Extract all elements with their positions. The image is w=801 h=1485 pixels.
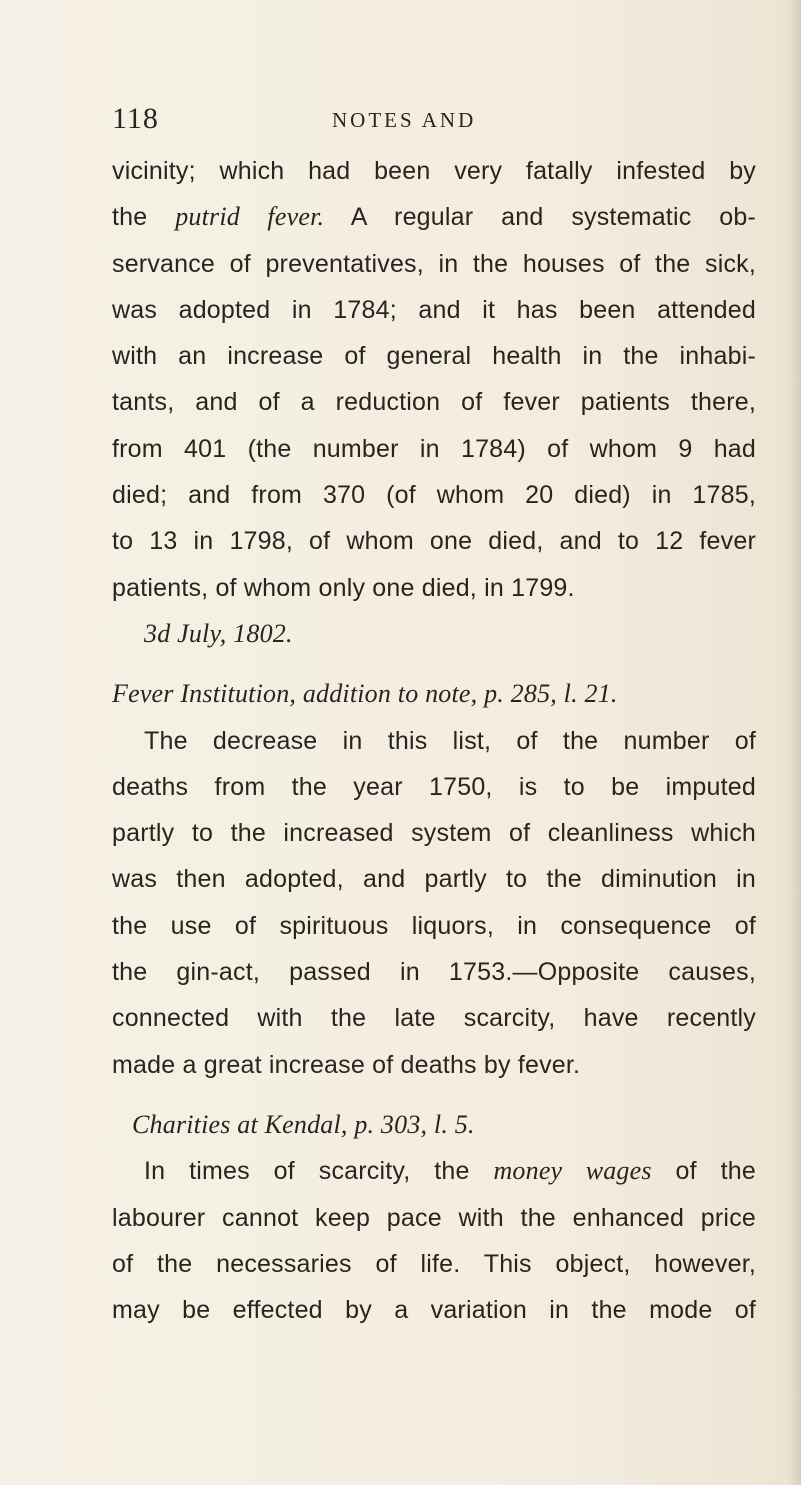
section-heading: Fever Institution, addition to note, p. 285, l. 21. bbox=[112, 679, 618, 709]
text-line: vicinity; which had been very fatally infested by bbox=[112, 157, 756, 185]
section-gap bbox=[112, 1088, 756, 1102]
running-head: NOTES AND bbox=[332, 108, 477, 132]
page-edge-shadow bbox=[787, 0, 801, 1485]
text-line: with an increase of general health in the inhabi- bbox=[112, 342, 756, 371]
section-gap bbox=[112, 657, 756, 671]
text-fragment: In times of scarcity, the bbox=[144, 1157, 494, 1186]
dateline: 3d July, 1802. bbox=[144, 618, 293, 648]
page-header bbox=[112, 102, 752, 142]
text-fragment: the bbox=[112, 203, 176, 232]
text-line: tants, and of a reduction of fever patients there, bbox=[112, 388, 756, 417]
paragraph-putrid-fever bbox=[112, 148, 756, 657]
text-line: partly to the increased system of cleanliness which bbox=[112, 819, 756, 848]
text-fragment: A regular and systematic ob- bbox=[324, 203, 756, 232]
text-line: deaths from the year 1750, is to be imputed bbox=[112, 772, 756, 801]
text-line: was adopted in 1784; and it has been attended bbox=[112, 295, 756, 324]
emphasis-money-wages: money wages bbox=[493, 1156, 652, 1186]
text-line bbox=[112, 1148, 756, 1194]
section-charities-kendal bbox=[112, 1102, 756, 1333]
text-line: the gin-act, passed in 1753.—Opposite causes, bbox=[112, 958, 756, 987]
text-line: made a great increase of deaths by fever. bbox=[112, 1050, 581, 1079]
emphasis-putrid-fever: putrid fever. bbox=[175, 202, 325, 232]
text-line: was then adopted, and partly to the diminution in bbox=[112, 865, 756, 894]
text-line: may be effected by a variation in the mode of bbox=[112, 1296, 756, 1325]
page-number: 118 bbox=[112, 102, 159, 135]
text-line: connected with the late scarcity, have recently bbox=[112, 1004, 756, 1033]
text-line: labourer cannot keep pace with the enhanced price bbox=[112, 1203, 756, 1232]
text-line: of the necessaries of life. This object, however, bbox=[112, 1249, 756, 1278]
section-heading: Charities at Kendal, p. 303, l. 5. bbox=[132, 1109, 475, 1139]
text-line: servance of preventatives, in the houses of the sick, bbox=[112, 249, 756, 278]
text-line: to 13 in 1798, of whom one died, and to 12 fever bbox=[112, 527, 756, 556]
text-line: The decrease in this list, of the number of bbox=[144, 726, 756, 755]
text-line bbox=[112, 194, 756, 240]
text-fragment: of the bbox=[651, 1157, 756, 1186]
text-line: died; and from 370 (of whom 20 died) in 1785, bbox=[112, 481, 756, 510]
text-line: the use of spirituous liquors, in consequence of bbox=[112, 911, 756, 940]
text-line: patients, of whom only one died, in 1799. bbox=[112, 573, 575, 602]
page-body bbox=[112, 148, 756, 1333]
text-line: from 401 (the number in 1784) of whom 9 had bbox=[112, 434, 756, 463]
section-fever-institution bbox=[112, 671, 756, 1088]
